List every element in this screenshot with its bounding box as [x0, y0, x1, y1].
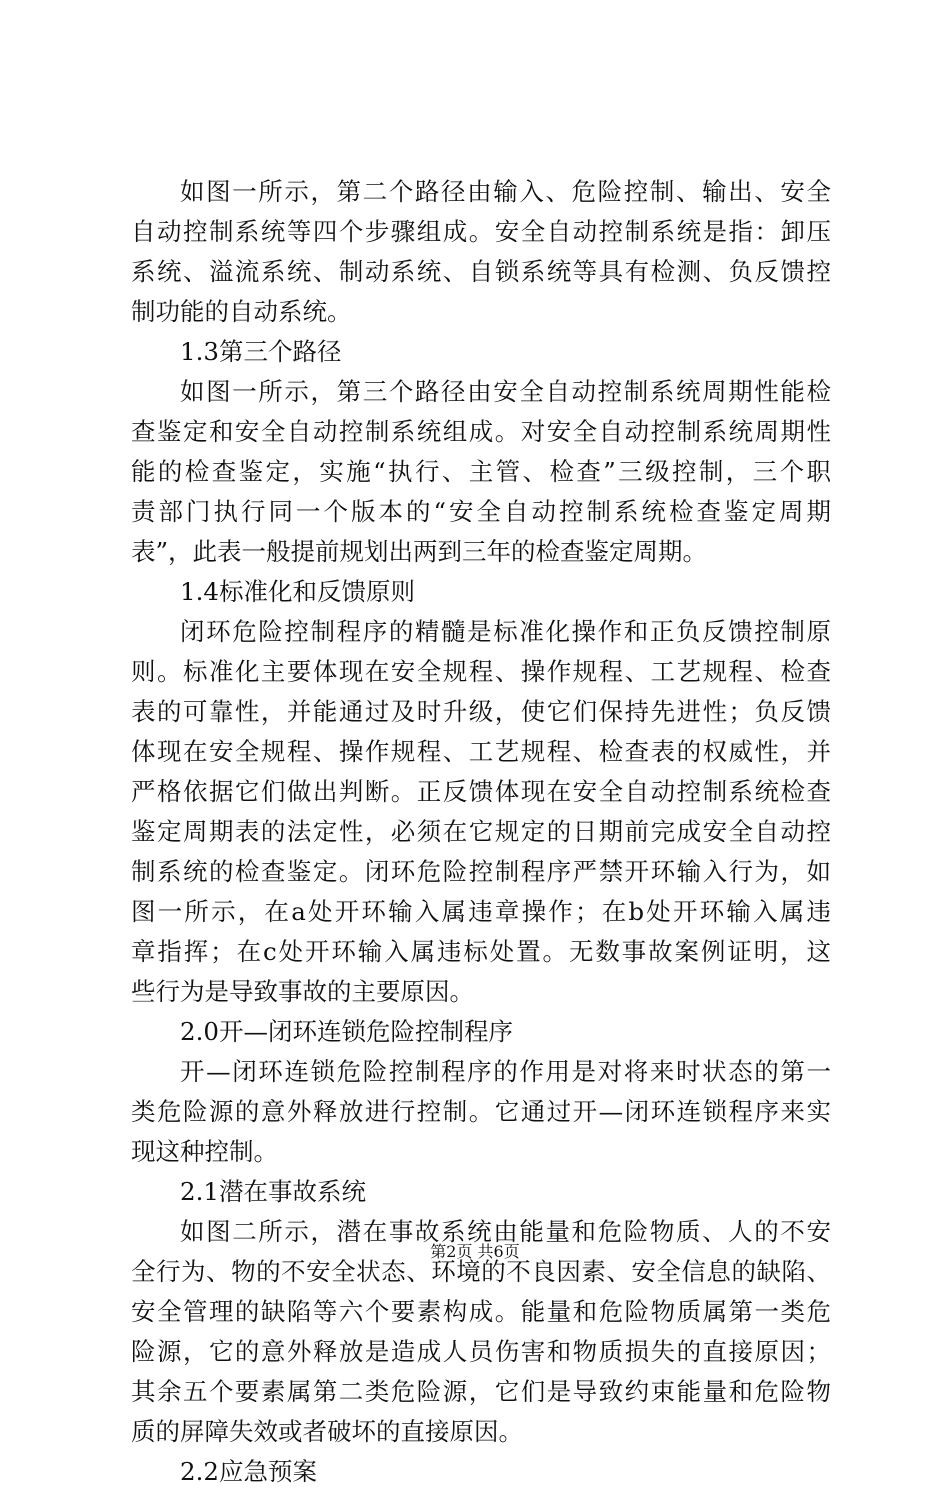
- paragraph-line: 开—闭环连锁危险控制程序的作用是对将来时状态的第一: [180, 1057, 831, 1086]
- paragraph-line: 质的屏障失效或者破坏的直接原因。: [131, 1417, 523, 1446]
- paragraph-line: 图一所示，在a处开环输入属违章操作；在b处开环输入属违: [131, 897, 831, 926]
- paragraph-line: 表”，此表一般提前规划出两到三年的检查鉴定周期。: [131, 537, 708, 566]
- body-text: [131, 172, 831, 1492]
- paragraph-line: 险源，它的意外释放是造成人员伤害和物质损失的直接原因；: [131, 1337, 831, 1366]
- paragraph-line: 系统、溢流系统、制动系统、自锁系统等具有检测、负反馈控: [131, 257, 831, 286]
- paragraph-line: 些行为是导致事故的主要原因。: [131, 977, 474, 1006]
- paragraph-line: 闭环危险控制程序的精髓是标准化操作和正负反馈控制原: [180, 617, 831, 646]
- paragraph-line: 如图二所示，潜在事故系统由能量和危险物质、人的不安: [180, 1217, 831, 1246]
- paragraph-line: 鉴定周期表的法定性，必须在它规定的日期前完成安全自动控: [131, 817, 831, 846]
- paragraph-line: 严格依据它们做出判断。正反馈体现在安全自动控制系统检查: [131, 777, 831, 806]
- paragraph-line: 如图一所示，第二个路径由输入、危险控制、输出、安全: [180, 177, 831, 206]
- paragraph-line: 则。标准化主要体现在安全规程、操作规程、工艺规程、检查: [131, 657, 831, 686]
- paragraph-line: 如图一所示，第三个路径由安全自动控制系统周期性能检: [180, 377, 831, 406]
- paragraph-line: 体现在安全规程、操作规程、工艺规程、检查表的权威性，并: [131, 737, 831, 766]
- paragraph-line: 全行为、物的不安全状态、环境的不良因素、安全信息的缺陷、: [131, 1257, 831, 1286]
- section-heading: 1.3第三个路径: [180, 337, 342, 366]
- paragraph-line: 能的检查鉴定，实施“执行、主管、检查”三级控制，三个职: [131, 457, 831, 486]
- section-heading: 2.0开—闭环连锁危险控制程序: [180, 1017, 513, 1046]
- paragraph-line: 安全管理的缺陷等六个要素构成。能量和危险物质属第一类危: [131, 1297, 831, 1326]
- paragraph-line: 自动控制系统等四个步骤组成。安全自动控制系统是指：卸压: [131, 217, 831, 246]
- section-heading: 2.1潜在事故系统: [180, 1177, 366, 1206]
- paragraph-line: 其余五个要素属第二类危险源，它们是导致约束能量和危险物: [131, 1377, 831, 1406]
- paragraph-line: 责部门执行同一个版本的“安全自动控制系统检查鉴定周期: [131, 497, 831, 526]
- paragraph-line: 章指挥；在c处开环输入属违标处置。无数事故案例证明，这: [131, 937, 831, 966]
- paragraph-line: 表的可靠性，并能通过及时升级，使它们保持先进性；负反馈: [131, 697, 831, 726]
- section-heading: 2.2应急预案: [180, 1457, 317, 1486]
- paragraph-line: 类危险源的意外释放进行控制。它通过开—闭环连锁程序来实: [131, 1097, 831, 1126]
- paragraph-line: 制系统的检查鉴定。闭环危险控制程序严禁开环输入行为，如: [131, 857, 831, 886]
- page-footer: 第2页 共6页: [430, 1242, 520, 1261]
- section-heading: 1.4标准化和反馈原则: [180, 577, 415, 606]
- paragraph-line: 制功能的自动系统。: [131, 297, 352, 326]
- paragraph-line: 现这种控制。: [131, 1137, 278, 1166]
- paragraph-line: 查鉴定和安全自动控制系统组成。对安全自动控制系统周期性: [131, 417, 831, 446]
